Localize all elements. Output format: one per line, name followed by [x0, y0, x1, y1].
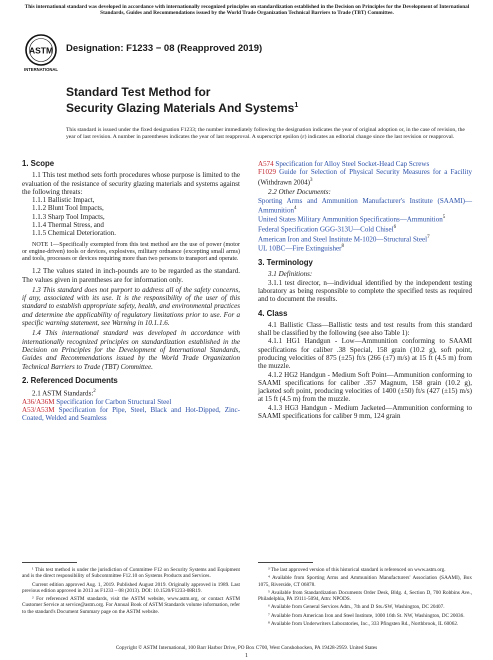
note-1: NOTE 1—Specifically exempted from this test method are the use of power (motor or engine-driven) tools or devices, explosives, military ordnance (excepting small arms) and tools, processes or devices requiring more than two persons to transport and operate.: [22, 241, 240, 263]
para-1-2: 1.2 The values stated in inch-pounds are to be regarded as the standard. The values given in parentheses are for information only.: [22, 267, 240, 284]
section-scope-heading: 1. Scope: [22, 159, 55, 168]
section-class-heading: 4. Class: [258, 308, 288, 318]
left-column: [22, 160, 240, 423]
footnote: ² For referenced ASTM standards, visit the ASTM website, www.astm.org, or contact ASTM Customer Service at service@astm.org. For Annual Book of ASTM Standards volume information, refer to the standard's Document Summary page on the ASTM website.: [22, 596, 240, 615]
right-column: [258, 160, 472, 420]
list-item: 1.1.5 Chemical Deterioration.: [32, 229, 116, 238]
para-4-1-1: 4.1.1 HG1 Handgun - Low—Ammunition conforming to SAAMI specifications for caliber .38 Special, 158 grain (10.2 g), soft point, producing velocities of 875 (±25) ft/s (266 (±7) m/s) at 15 ft (4.5 m) from the muzzle.: [258, 337, 472, 371]
ref-federal-spec[interactable]: Federal Specification GGG-313U—Cold Chisel$^6$: [258, 225, 397, 234]
issuance-statement: This standard is issued under the fixed designation F1233; the number immediately following the designation indicates the year of original adoption or, in the case of revision, the year of last revision. A number in parentheses indicates the year of last reapproval. A superscript epsilon (ε) indicates an editorial change since the last revision or reapproval.: [66, 127, 465, 140]
para-4-1-2: 4.1.2 HG2 Handgun - Medium Soft Point—Ammunition conforming to SAAMI specifications for caliber .357 Magnum, 158 grain (10.2 g), jacketed soft point, producing velocities of 1400 (±50) ft/s (427 (±15) m/s) at 15 ft (4.5 m) from the muzzle.: [258, 370, 472, 404]
astm-logo: [24, 33, 58, 73]
para-4-1: 4.1 Ballistic Class—Ballistic tests and test results from this standard shall be classified by the following (see also Table 1):: [258, 320, 472, 338]
title-line-2: Security Glazing Materials And Systems$^1$: [66, 101, 299, 115]
para-1-4: 1.4 This international standard was developed in accordance with internationally recognized principles on standardization established in the Decision on Principles for the Development of International Standards, Guides and Recommendations issued by the World Trade Organization Technical Barriers to Trade (TBT) Committee.: [22, 329, 240, 371]
copyright-footer: Copyright © ASTM International, 100 Barr Harbor Drive, PO Box C700, West Conshohocken, PA 19428-2959. United States: [115, 645, 378, 651]
footnote: Current edition approved Aug. 1, 2019. Published August 2019. Originally approved in 1989. Last previous edition approved in 2013 as F1233 – 08 (2013). DOI: 10.1520/F1233-08R19.: [22, 581, 240, 594]
para-3-1-1: 3.1.1 test director, n—individual identified by the independent testing laboratory as being responsible to complete the specified tests as required and to document the results.: [258, 278, 472, 304]
section-terminology-heading: 3. Terminology: [258, 258, 313, 268]
footnote: ⁷ Available from American Iron and Steel Institute, 1000 16th St. NW, Washington, DC 20036.: [268, 612, 465, 619]
footnote: ¹ This test method is under the jurisdiction of Committee F12 on Security Systems and Equipment and is the direct responsibility of Subcommittee F12.10 on Systems Products and Services.: [22, 567, 240, 580]
designation: Designation: F1233 − 08 (Reapproved 2019): [66, 43, 263, 54]
section-references-heading: 2. Referenced Documents: [22, 375, 118, 385]
footnote: ⁸ Available from Underwriters Laboratories, Inc., 333 Pfingsten Rd., Northbrook, IL 60062.: [268, 621, 459, 628]
footnote: ⁴ Available from Sporting Arms and Ammunition Manufacturers' Association (SAAMI), Box 1075, Riverside, CT 06878.: [258, 575, 472, 588]
footnote: ⁵ Available from Standardization Documents Order Desk, Bldg. 4, Section D, 700 Robbins Ave., Philadelphia, PA 19111-5094, Attn: NPODS.: [258, 589, 472, 603]
document-title: [66, 85, 446, 115]
title-line-1: Standard Test Method for: [66, 85, 211, 99]
para-3-1: 3.1 Definitions:: [268, 270, 313, 279]
footnote-rule-right: [258, 562, 313, 563]
list-item: 1.1.2 Blunt Tool Impacts,: [32, 204, 104, 213]
wto-notice: This international standard was developed in accordance with internationally recognized principles on standardization established in the Decision on Principles for the Development of International Standards, Guides and Recommendations issued by the World Trade Organization Technical Barriers to Trade (TBT) Committee.: [24, 4, 470, 17]
ref-a574[interactable]: A574 Specification for Alloy Steel Socket-Head Cap Screws: [258, 160, 430, 168]
threat-list: [22, 196, 240, 237]
footnotes-left: [22, 567, 240, 615]
page-number: 1: [245, 653, 248, 659]
footnote: ⁶ Available from General Services Adm., 7th and D Sts./SW, Washington, DC 20407.: [268, 604, 445, 611]
ref-a53[interactable]: A53/A53M Specification for Pipe, Steel, Black and Hot-Dipped, Zinc-Coated, Welded and Seamless: [22, 406, 240, 423]
svg-text:ASTM: ASTM: [28, 45, 54, 56]
list-item: 1.1.3 Sharp Tool Impacts,: [32, 212, 105, 221]
para-4-1-3: 4.1.3 HG3 Handgun - Medium Jacketed—Ammunition conforming to SAAMI specifications for caliber 9 mm, 124 grain: [258, 403, 472, 421]
ref-a36[interactable]: A36/A36M Specification for Carbon Structural Steel: [22, 397, 172, 406]
para-1-3: 1.3 This standard does not purport to address all of the safety concerns, if any, associated with its use. It is the responsibility of the user of this standard to establish appropriate safety, health, and environmental practices and determine the applicability of regulatory limitations prior to use. For a specific warning statement, see Warning in 10.1.1.6.: [22, 285, 240, 328]
ref-us-military[interactable]: United States Military Ammunition Specifications—Ammunition$^5$: [258, 215, 446, 224]
ref-ul[interactable]: UL 10BC—Fire Extinguisher$^8$: [258, 244, 345, 253]
list-item: 1.1.4 Thermal Stress, and: [32, 221, 104, 230]
para-2-2: 2.2 Other Documents:: [268, 188, 331, 197]
ref-saami[interactable]: Sporting Arms and Ammunition Manufacturer's Institute (SAAMI)—Ammunition$^4$: [258, 196, 472, 215]
ref-f1029[interactable]: F1029 Guide for Selection of Physical Security Measures for a Facility (Withdrawn 2004)$^3$: [258, 168, 472, 186]
footnotes-right: [258, 567, 472, 627]
footnote-rule-left: [22, 562, 77, 563]
ref-aisi[interactable]: American Iron and Steel Institute M-1020—Structural Steel$^7$: [258, 234, 430, 244]
para-2-1: 2.1 ASTM Standards:$^2$: [32, 389, 96, 398]
footnote: ³ The last approved version of this historical standard is referenced on www.astm.org.: [268, 567, 446, 573]
svg-text:INTERNATIONAL: INTERNATIONAL: [24, 67, 58, 72]
list-item: 1.1.1 Ballistic Impact,: [32, 196, 95, 205]
para-1-1: 1.1 This test method sets forth procedures whose purpose is limited to the evaluation of the resistance of security glazing materials and systems against the following threats:: [22, 171, 240, 196]
